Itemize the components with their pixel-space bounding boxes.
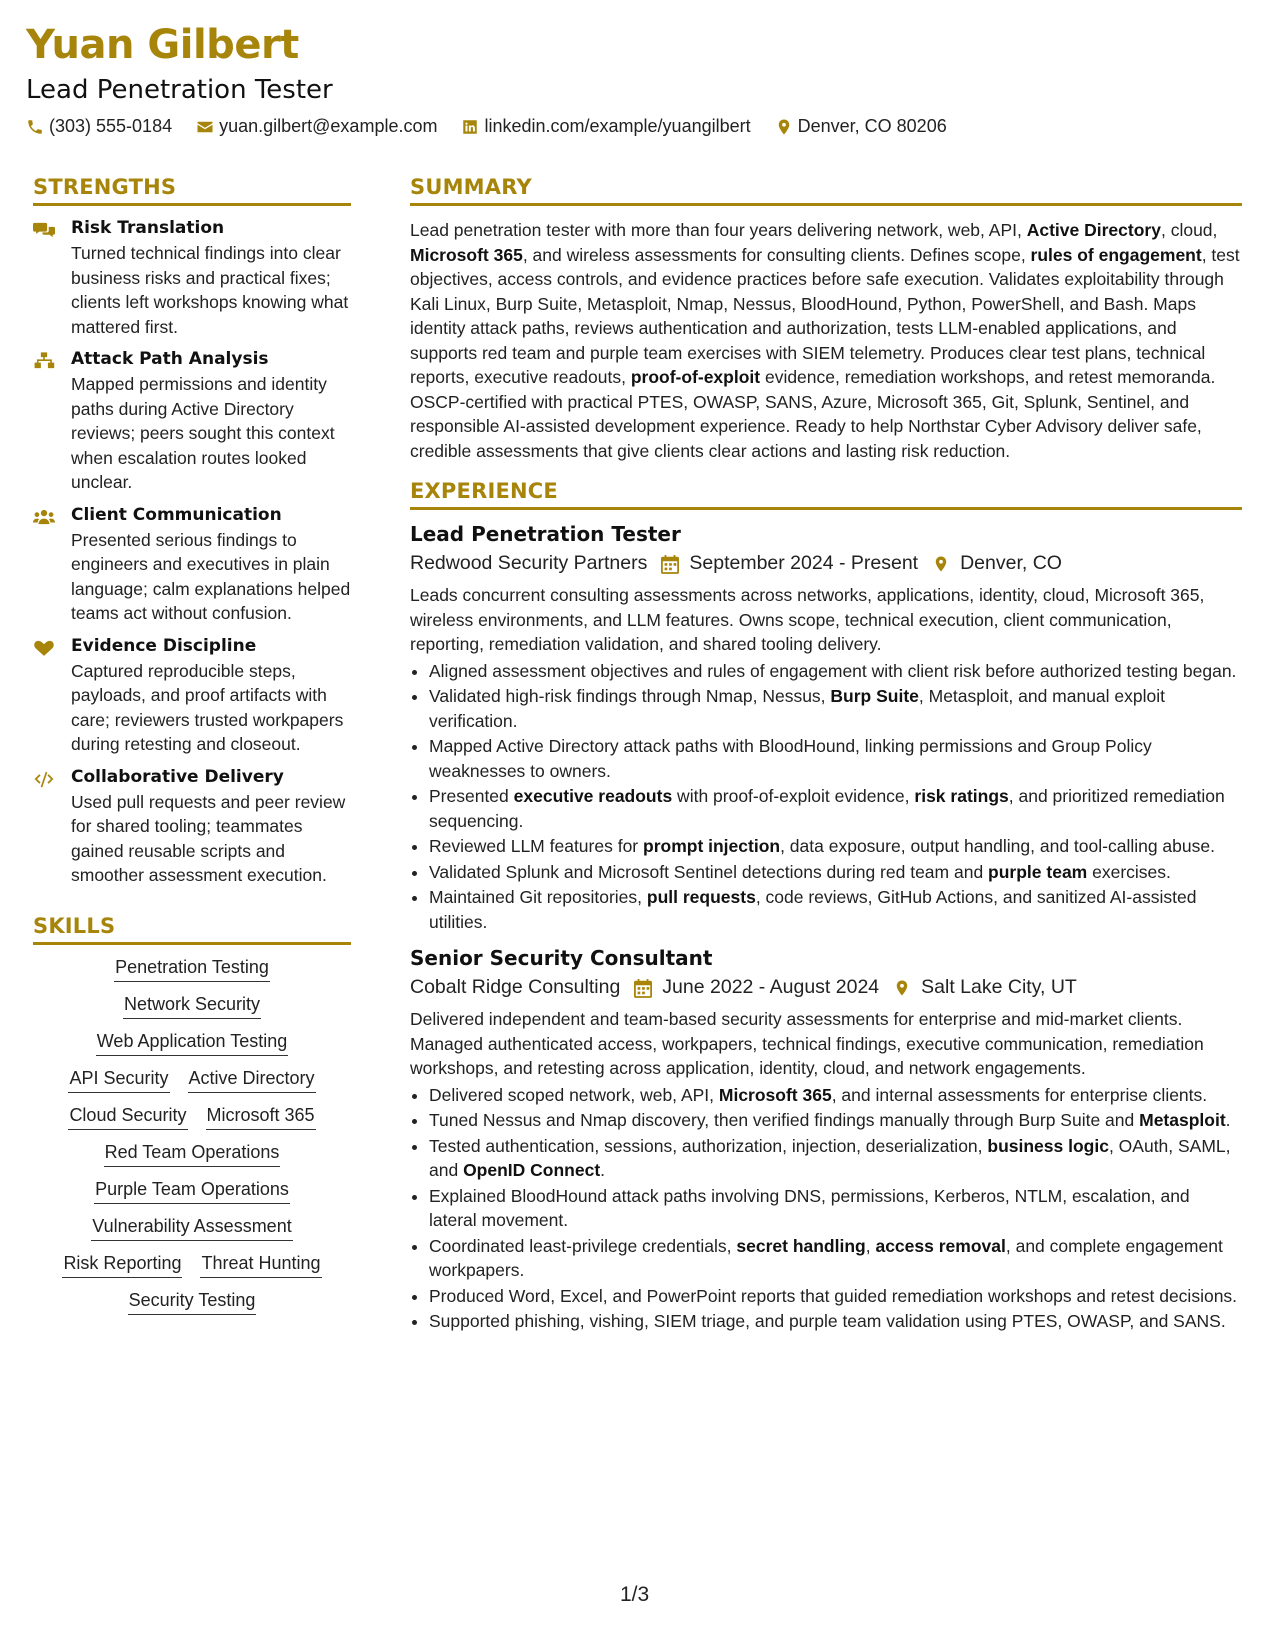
skills-list [33,957,351,1327]
strength-item [33,636,351,757]
phone-text: (303) 555-0184 [49,116,173,136]
right-column [410,175,1242,1346]
bullet-item: • Presented executive readouts with proof-of-exploit evidence, risk ratings, and prioritized remediation sequencing. [429,784,1242,833]
job-meta [410,976,1242,999]
job-entry [410,522,1242,934]
job-location: Denver, CO [960,552,1062,574]
bullet-item: • Maintained Git repositories, pull requests, code reviews, GitHub Actions, and sanitized AI-assisted utilities. [429,885,1242,934]
linkedin-text: linkedin.com/example/yuangilbert [484,116,751,136]
job-dates: September 2024 - Present [689,552,919,574]
skill-tag: Risk Reporting [62,1253,182,1278]
strength-item [33,767,351,888]
skill-tag: Security Testing [128,1290,257,1315]
bullet-item: • Aligned assessment objectives and rules of engagement with client risk before authorized testing began. [429,659,1242,684]
strength-item [33,505,351,626]
sitemap-icon [33,352,55,370]
skill-tag: Threat Hunting [200,1253,321,1278]
strengths-heading: STRENGTHS [33,175,351,206]
bullet-item: • Mapped Active Directory attack paths with BloodHound, linking permissions and Group Policy weaknesses to owners. [429,734,1242,783]
email-text: yuan.gilbert@example.com [219,116,438,136]
candidate-name: Yuan Gilbert [26,22,299,68]
candidate-role: Lead Penetration Tester [26,75,333,105]
users-icon [33,508,55,526]
envelope-icon [196,118,214,136]
strength-desc: Captured reproducible steps, payloads, and proof artifacts with care; reviewers trusted workpapers during retesting and closeout. [71,660,344,754]
contact-linkedin[interactable] [461,116,750,137]
bullet-item: • Coordinated least-privilege credentials, secret handling, access removal, and complete engagement workpapers. [429,1234,1242,1283]
strength-item [33,218,351,339]
skill-tag: API Security [68,1068,169,1093]
skill-tag: Microsoft 365 [206,1105,316,1130]
experience-heading: EXPERIENCE [410,479,1242,510]
job-title: Lead Penetration Tester [410,522,681,546]
linkedin-icon [461,118,479,136]
strength-desc: Turned technical findings into clear business risks and practical fixes; clients left workshops knowing what mattered first. [71,243,349,337]
contact-location [775,116,947,137]
job-entry [410,946,1242,1334]
left-column [33,175,351,1327]
skill-tag: Penetration Testing [114,957,270,982]
experience-section [410,479,1242,1334]
skill-tag: Red Team Operations [104,1142,281,1167]
job-title: Senior Security Consultant [410,946,713,970]
bullet-item: • Tuned Nessus and Nmap discovery, then verified findings manually through Burp Suite and Metasploit. [429,1108,1242,1133]
job-description: Leads concurrent consulting assessments across networks, applications, identity, cloud, Microsoft 365, wireless environments, and LLM features. Owns scope, technical execution, client communication, reporting, remediation validation, and shared tooling delivery. [410,585,1205,654]
contact-email[interactable] [196,116,437,137]
bullet-item: • Validated Splunk and Microsoft Sentinel detections during red team and purple team exercises. [429,860,1242,885]
summary-heading: SUMMARY [410,175,1242,206]
calendar-icon [634,978,652,998]
job-company: Cobalt Ridge Consulting [410,976,621,998]
skill-tag: Web Application Testing [96,1031,288,1056]
strength-desc: Used pull requests and peer review for shared tooling; teammates gained reusable scripts and smoother assessment execution. [71,791,346,885]
map-pin-icon [893,978,911,998]
job-meta [410,552,1242,575]
bullet-item: • Supported phishing, vishing, SIEM triage, and purple team validation using PTES, OWASP, and SANS. [429,1309,1242,1334]
comments-icon [33,221,55,239]
strength-title: Client Communication [71,504,282,525]
skill-tag: Active Directory [188,1068,316,1093]
bullet-item: • Explained BloodHound attack paths involving DNS, permissions, Kerberos, NTLM, escalation, and lateral movement. [429,1184,1242,1233]
skill-tag: Purple Team Operations [94,1179,290,1204]
job-location: Salt Lake City, UT [921,976,1077,998]
bullet-item: • Validated high-risk findings through Nmap, Nessus, Burp Suite, Metasploit, and manual exploit verification. [429,684,1242,733]
page-number: 1/3 [620,1583,650,1606]
bullet-item: • Tested authentication, sessions, authorization, injection, deserialization, business logic, OAuth, SAML, and OpenID Connect. [429,1134,1242,1183]
skill-tag: Cloud Security [68,1105,187,1130]
strength-title: Evidence Discipline [71,635,257,656]
job-dates: June 2022 - August 2024 [662,976,880,998]
skill-tag: Vulnerability Assessment [91,1216,292,1241]
code-icon [33,770,55,788]
contact-bar [26,116,971,137]
heart-icon [33,639,55,657]
calendar-icon [661,554,679,574]
job-company: Redwood Security Partners [410,552,648,574]
map-pin-icon [775,118,793,136]
strength-desc: Presented serious findings to engineers and executives in plain language; calm explanations helped teams act without confusion. [71,529,351,623]
skills-section [33,914,351,1327]
skill-tag: Network Security [123,994,261,1019]
location-text: Denver, CO 80206 [797,116,947,136]
bullet-item: • Reviewed LLM features for prompt injection, data exposure, output handling, and tool-calling abuse. [429,834,1242,859]
skills-heading: SKILLS [33,914,351,945]
bullet-item: • Produced Word, Excel, and PowerPoint reports that guided remediation workshops and retest decisions. [429,1284,1242,1309]
job-bullets [410,659,1242,935]
strength-title: Attack Path Analysis [71,349,269,369]
contact-phone[interactable] [26,116,172,137]
bullet-item: • Delivered scoped network, web, API, Microsoft 365, and internal assessments for enterprise clients. [429,1083,1242,1108]
job-description: Delivered independent and team-based security assessments for enterprise and mid-market clients. Managed authenticated access, workpapers, technical findings, executive communication, remediation workshops, and retesting across application, identity, cloud, and network engagements. [410,1009,1204,1078]
map-pin-icon [932,554,950,574]
summary-text: Lead penetration tester with more than four years delivering network, web, API, Active Directory, cloud, Microsoft 365, and wireless assessments for consulting clients. Defines scope, rules of engagement, test objectives, access controls, and evidence practices before safe execution. Validates exploitability through Kali Linux, Burp Suite, Metasploit, Nmap, Nessus, BloodHound, Python, PowerShell, and Bash. Maps identity attack paths, reviews authentication and authorization, tests LLM-enabled applications, and supports red team and purple team exercises with SIEM telemetry. Produces clear test plans, technical reports, executive readouts, proof-of-exploit evidence, remediation workshops, and retest memoranda. OSCP-certified with practical PTES, OWASP, SANS, Azure, Microsoft 365, Git, Splunk, Sentinel, and responsible AI-assisted development experience. Ready to help Northstar Cyber Advisory deliver safe, credible assessments that give clients clear actions and lasting risk reduction. [410,220,1240,461]
strength-item [33,349,351,495]
strength-title: Collaborative Delivery [71,766,284,787]
job-bullets [410,1083,1242,1334]
strength-desc: Mapped permissions and identity paths during Active Directory reviews; peers sought this context when escalation routes looked unclear. [71,374,335,492]
strength-title: Risk Translation [71,218,225,238]
phone-icon [26,118,44,136]
